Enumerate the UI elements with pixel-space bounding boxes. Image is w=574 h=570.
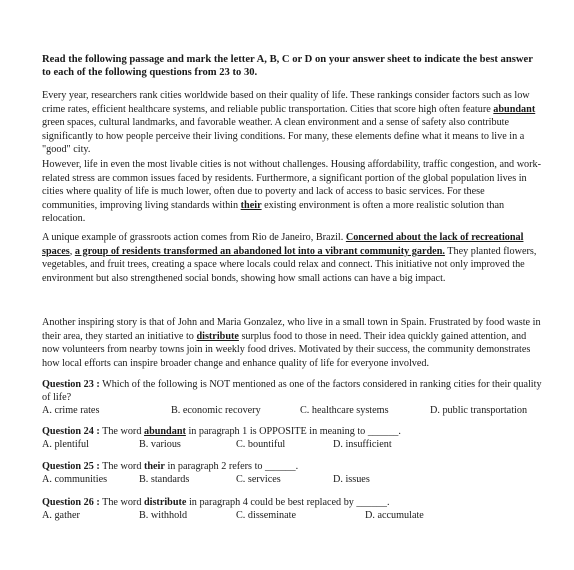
question-24-option-d[interactable]: D. insufficient [333,439,392,450]
question-26-option-d[interactable]: D. accumulate [365,510,424,521]
passage-paragraph-3 [42,231,542,285]
p4-text-a: Another inspiring story is that of John and Maria Gonzalez, who live in a small town in Spain. Frustrated by food waste in their area, they started an initiative to [42,317,541,342]
question-26-option-a[interactable]: A. gather [42,510,80,521]
passage-paragraph-4 [42,316,542,370]
question-25 [42,460,552,486]
question-24-label: Question 24 : [42,426,100,437]
question-25-option-d[interactable]: D. issues [333,474,370,485]
question-23-option-a[interactable]: A. crime rates [42,405,100,416]
question-24-text-post: in paragraph 1 is OPPOSITE in meaning to ______. [185,426,401,437]
question-23-option-b[interactable]: B. economic recovery [171,405,261,416]
question-25-text-post: in paragraph 2 refers to ______. [164,461,299,472]
question-25-label: Question 25 : [42,461,100,472]
question-25-options [42,473,552,486]
question-24-options [42,438,552,451]
question-26-option-c[interactable]: C. disseminate [236,510,296,521]
question-24-text-pre: The word [99,426,144,437]
passage-paragraph-2 [42,158,542,226]
question-23-stem [42,378,552,404]
p3-text-b: They planted flowers, vegetables, and fruit trees, creating a space where locals could relax and connect. This initiative not only improved the environment but also strengthened social bonds, showing how small actions can have a big impact. [42,245,537,284]
question-24 [42,425,552,451]
question-25-option-c[interactable]: C. services [236,474,281,485]
p3-text-a: A unique example of grassroots action comes from Rio de Janeiro, Brazil. [42,232,346,243]
question-26-label: Question 26 : [42,497,100,508]
question-25-text-pre: The word [99,461,144,472]
question-24-stem [42,425,552,438]
question-24-option-b[interactable]: B. various [139,439,181,450]
passage-paragraph-1 [42,89,542,157]
question-25-stem [42,460,552,473]
question-26-options [42,509,552,522]
question-26-keyword: distribute [143,497,187,508]
p2-text-b: existing environment is often a more realistic solution than relocation. [42,199,505,225]
question-26-text-post: in paragraph 4 could be best replaced by ______. [186,497,390,508]
question-25-option-b[interactable]: B. standards [139,474,190,485]
question-24-keyword: abundant [143,426,186,437]
question-26-option-b[interactable]: B. withhold [139,510,188,521]
p2-text-a: However, life in even the most livable cities is not without challenges. Housing affordability, traffic congestion, and work-related stress are common issues faced by residents. Furthermore, a significant portion of the global population lives in cities where quality of life is much lower, often due to poverty and lack of access to basic services. For these communities, improving living standards within [42,159,542,211]
question-26-stem [42,496,552,509]
question-23-text: Which of the following is NOT mentioned as one of the factors considered in ranking cities for their quality of life? [42,379,542,403]
question-23 [42,378,552,417]
p3-underlined-phrase-2: a group of residents transformed an abandoned lot into a vibrant community garden. [74,245,445,257]
p1-text-a: Every year, researchers rank cities worldwide based on their quality of life. These rankings consider factors such as low crime rates, efficient healthcare systems, and reliable public transportation. Cities that score high often feature [42,90,530,115]
instruction-text: Read the following passage and mark the letter A, B, C or D on your answer sheet to indicate the best answer to each of the following questions from 23 to 30. [42,54,533,78]
question-23-label: Question 23 : [42,379,100,390]
p3-text-m: , [69,245,75,257]
p2-underlined-word: their [240,199,262,211]
question-23-options [42,404,552,417]
p3-underlined-phrase-1: Concerned about the lack of recreational spaces [42,232,524,257]
question-25-option-a[interactable]: A. communities [42,474,108,485]
p4-text-b: surplus food to those in need. Their idea quickly gained attention, and now volunteers from nearby towns join in weekly food drives. Motivated by their success, the community demonstrates how local efforts can inspire broader change and enhance quality of life for everyone involved. [42,330,531,369]
question-24-option-c[interactable]: C. bountiful [236,439,286,450]
question-23-option-c[interactable]: C. healthcare systems [300,405,389,416]
p1-underlined-word: abundant [493,103,536,115]
question-25-keyword: their [143,461,165,472]
question-23-option-d[interactable]: D. public transportation [430,405,528,416]
p4-underlined-word: distribute [196,330,239,342]
question-24-option-a[interactable]: A. plentiful [42,439,89,450]
question-26-text-pre: The word [99,497,144,508]
p1-text-b: green spaces, cultural landmarks, and favorable weather. A clean environment and a sense of safety also contribute significantly to how people perceive their living conditions. For many, these elements define what it means to live in a "good" city. [42,117,525,156]
question-26 [42,496,552,522]
